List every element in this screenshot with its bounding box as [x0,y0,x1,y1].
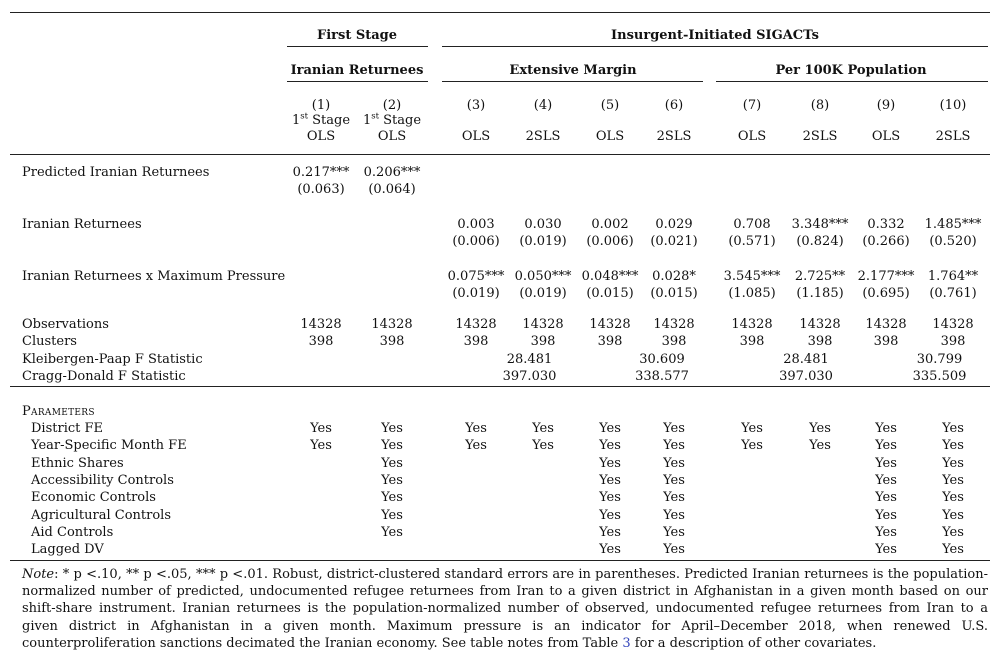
se-cell: (0.006) [586,234,634,249]
stat-label: Kleibergen-Paap F Statistic [22,351,203,367]
column-number: (10) [939,98,967,113]
se-cell: (1.185) [796,286,844,301]
parameter-cell: Yes [310,438,332,454]
parameter-cell: Yes [875,421,897,436]
row-label-returnees: Iranian Returnees [22,217,142,232]
se-cell: (0.063) [297,182,345,197]
first-stage-sublabel: 1st Stage [362,111,422,128]
coef-cell: 0.003 [457,217,495,232]
parameter-cell: Yes [942,472,964,488]
parameter-cell: Yes [942,438,964,454]
stat-cell: 398 [308,334,334,350]
first-stage-sublabel: 1st Stage [291,111,351,128]
stat-cell: 14328 [799,317,841,332]
estimator-label: 2SLS [935,129,971,144]
parameter-cell: Yes [310,421,332,436]
stat-cell: 14328 [731,317,773,332]
parameter-label: Ethnic Shares [31,455,124,471]
parameter-cell: Yes [663,490,685,506]
stat-cell: 30.799 [916,351,963,367]
stat-cell: 398 [807,334,833,350]
se-cell: (0.019) [452,286,500,301]
header-bottom-rule [10,154,990,155]
column-number: (8) [810,98,830,113]
header-insurgent-sigacts: Insurgent-Initiated SIGACTs [611,28,819,43]
parameter-cell: Yes [942,421,964,436]
coef-cell: 0.029 [655,217,693,232]
se-cell: (0.019) [519,286,567,301]
parameter-cell: Yes [532,421,554,436]
parameter-cell: Yes [942,490,964,506]
parameter-cell: Yes [741,438,763,454]
column-number: (9) [876,98,896,113]
coef-cell: 1.485*** [924,217,982,232]
stat-cell: 14328 [865,317,907,332]
parameter-cell: Yes [875,524,897,540]
se-cell: (0.571) [728,234,776,249]
rule-iranian-returnees [287,81,428,82]
note-lead: Note [22,567,55,582]
se-cell: (0.015) [586,286,634,301]
stat-cell: 14328 [653,317,695,332]
stat-cell: 14328 [589,317,631,332]
parameter-cell: Yes [942,524,964,540]
stats-bottom-rule [10,386,990,387]
se-cell: (0.006) [452,234,500,249]
stat-cell: 398 [739,334,765,350]
stat-cell: 398 [379,334,405,350]
parameter-cell: Yes [663,542,685,558]
parameter-cell: Yes [381,421,403,436]
rule-insurgent [442,46,988,47]
parameter-cell: Yes [942,507,964,523]
stat-cell: 398 [597,334,623,350]
stat-cell: 397.030 [502,368,557,384]
se-cell: (0.695) [862,286,910,301]
parameter-cell: Yes [875,507,897,523]
column-number: (6) [664,98,684,113]
coef-cell: 0.048*** [581,269,639,284]
parameter-cell: Yes [875,438,897,454]
stat-cell: 398 [940,334,966,350]
parameter-label: Year-Specific Month FE [31,438,187,454]
estimator-label: OLS [461,129,491,144]
stat-cell: 335.509 [912,368,967,384]
coef-cell: 3.348*** [791,217,849,232]
coef-cell: 0.332 [867,217,905,232]
coef-cell: 0.217*** [292,165,350,180]
column-number: (1) [311,98,331,113]
coef-cell: 1.764** [927,269,979,284]
row-label-interaction: Iranian Returnees x Maximum Pressure [22,269,286,284]
column-number: (4) [533,98,553,113]
se-cell: (0.021) [650,234,698,249]
parameter-cell: Yes [942,455,964,471]
stat-label: Clusters [22,334,77,350]
parameter-cell: Yes [875,490,897,506]
stat-cell: 14328 [932,317,974,332]
parameter-label: Accessibility Controls [31,472,174,488]
estimator-label: OLS [871,129,901,144]
stat-cell: 14328 [522,317,564,332]
coef-cell: 0.708 [733,217,771,232]
estimator-label: OLS [737,129,767,144]
stat-cell: 28.481 [506,351,553,367]
stat-cell: 14328 [371,317,413,332]
estimator-label: 2SLS [656,129,692,144]
parameter-cell: Yes [663,472,685,488]
se-cell: (0.824) [796,234,844,249]
coef-cell: 2.725** [794,269,846,284]
parameter-cell: Yes [465,421,487,436]
parameter-cell: Yes [942,542,964,558]
parameter-cell: Yes [381,472,403,488]
stat-cell: 30.609 [639,351,685,367]
se-cell: (0.520) [929,234,977,249]
estimator-label: OLS [306,129,336,144]
parameter-cell: Yes [381,507,403,523]
top-rule [10,12,990,13]
estimator-label: OLS [595,129,625,144]
se-cell: (0.064) [368,182,416,197]
parameter-cell: Yes [599,421,621,436]
se-cell: (1.085) [728,286,776,301]
coef-cell: 0.050*** [514,269,572,284]
stat-cell: 398 [530,334,556,350]
column-number: (7) [742,98,762,113]
parameter-cell: Yes [599,524,621,540]
parameter-cell: Yes [663,455,685,471]
stat-cell: 398 [661,334,687,350]
parameter-label: Lagged DV [31,542,104,558]
parameter-label: Agricultural Controls [31,507,171,523]
coef-cell: 0.030 [524,217,562,232]
parameter-label: Aid Controls [31,524,114,540]
column-number: (3) [466,98,486,113]
column-number: (5) [600,98,620,113]
stat-cell: 14328 [455,317,497,332]
parameter-cell: Yes [809,421,831,436]
stat-cell: 338.577 [635,368,689,384]
parameter-cell: Yes [741,421,763,436]
header-iranian-returnees: Iranian Returnees [290,63,424,78]
table-reference-link[interactable]: 3 [622,635,631,651]
stat-label: Observations [22,317,109,332]
parameter-cell: Yes [599,507,621,523]
column-number: (2) [382,98,402,113]
rule-first-stage [287,46,428,47]
parameter-cell: Yes [465,438,487,454]
stat-cell: 14328 [300,317,342,332]
estimator-label: OLS [377,129,407,144]
estimator-label: 2SLS [525,129,561,144]
header-extensive-margin: Extensive Margin [509,63,637,78]
se-cell: (0.761) [929,286,977,301]
coef-cell: 0.206*** [363,165,421,180]
stat-cell: 398 [873,334,899,350]
parameter-cell: Yes [599,472,621,488]
estimator-label: 2SLS [802,129,838,144]
note-text-a: : * p <.10, ** p <.05, *** p <.01. Robust, district-clustered standard errors are in parentheses. Predicted Iranian returnees is the population-normalized number of predicted, undocumented refugee returnees from Iran to a given district in Afghanistan in a given month based on our shift-share instrument. Iranian returnees is the population-normalized number of observed, undocumented refugee returnees from Iran to a given district in Afghanistan in a given month. Maximum pressure is an indicator for April–December 2018, when renewed U.S. counterproliferation sanctions decimated the Iranian economy. See table notes from Table [22,567,988,651]
parameter-cell: Yes [809,438,831,454]
parameter-cell: Yes [599,438,621,454]
stat-cell: 28.481 [783,351,829,367]
stat-cell: 398 [463,334,489,350]
parameter-cell: Yes [663,438,685,454]
parameter-cell: Yes [663,507,685,523]
coef-cell: 0.075*** [447,269,505,284]
parameter-cell: Yes [532,438,554,454]
bottom-rule [10,560,990,561]
parameter-cell: Yes [381,438,403,454]
parameters-title: Parameters [22,404,95,419]
parameter-label: District FE [31,421,103,436]
coef-cell: 0.028* [652,269,696,284]
coef-cell: 0.002 [591,217,629,232]
se-cell: (0.015) [650,286,698,301]
parameter-cell: Yes [599,490,621,506]
parameter-label: Economic Controls [31,490,156,506]
parameter-cell: Yes [381,455,403,471]
row-label-predicted: Predicted Iranian Returnees [22,165,210,180]
se-cell: (0.266) [862,234,910,249]
table-note [22,566,988,652]
stat-label: Cragg-Donald F Statistic [22,368,186,384]
parameter-cell: Yes [663,524,685,540]
parameter-cell: Yes [875,542,897,558]
parameter-cell: Yes [381,490,403,506]
coef-cell: 2.177*** [857,269,915,284]
parameter-cell: Yes [599,542,621,558]
coef-cell: 3.545*** [723,269,781,284]
parameter-cell: Yes [663,421,685,436]
parameter-cell: Yes [381,524,403,540]
header-first-stage: First Stage [316,28,398,43]
stat-cell: 397.030 [779,368,833,384]
parameter-cell: Yes [599,455,621,471]
se-cell: (0.019) [519,234,567,249]
parameter-cell: Yes [875,455,897,471]
header-per-100k: Per 100K Population [775,63,927,78]
rule-per-100k [716,81,988,82]
rule-extensive-margin [442,81,703,82]
note-text-b: for a description of other covariates. [630,635,877,651]
parameter-cell: Yes [875,472,897,488]
